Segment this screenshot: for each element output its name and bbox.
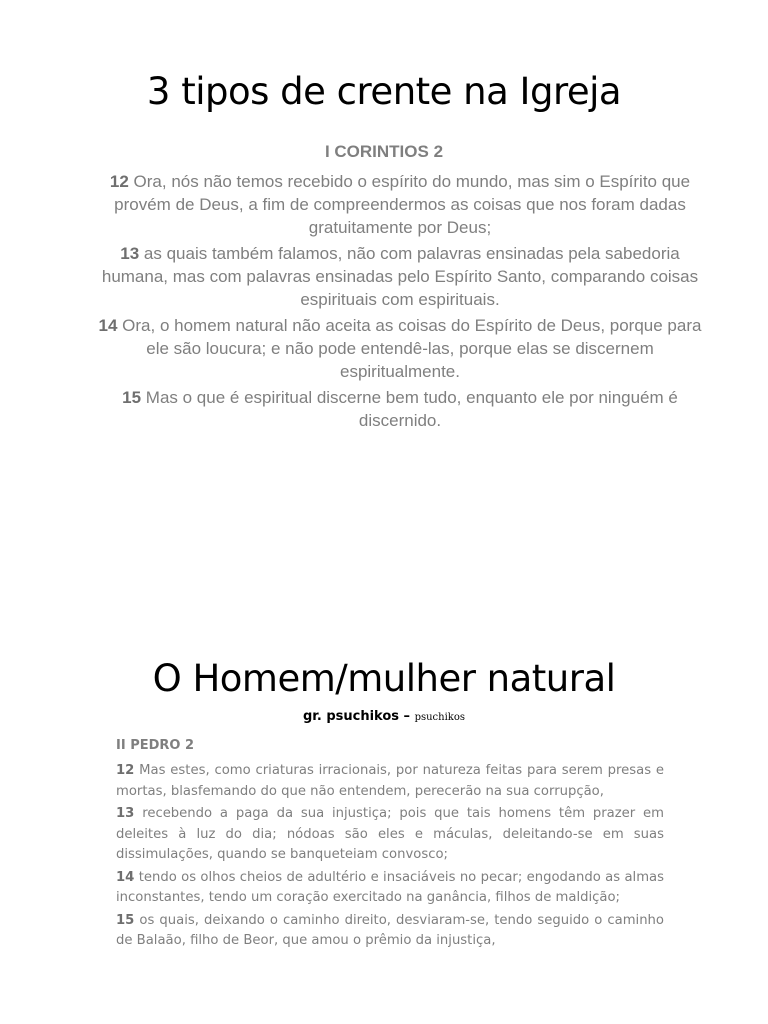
verse [116, 868, 664, 909]
verse-number: 13 [116, 806, 135, 821]
slide-2-verses [116, 761, 664, 954]
verse-number: 14 [98, 316, 118, 335]
verse-text: os quais, deixando o caminho direito, desviaram-se, tendo seguido o caminho de Balaão, filho de Beor, que amou o prêmio da injustiça, [116, 912, 664, 948]
verse-number: 12 [109, 172, 129, 191]
verse-number: 12 [116, 763, 135, 778]
slide-1-reference: I CORINTIOS 2 [324, 142, 444, 161]
verse [116, 804, 664, 866]
verse [88, 386, 712, 432]
subtitle-main: gr. psuchikos – [303, 709, 415, 724]
slide-2-title: O Homem/mulher natural [152, 657, 616, 700]
verse [88, 242, 712, 311]
verse [88, 170, 712, 239]
verse [116, 911, 664, 952]
verse [116, 761, 664, 802]
subtitle-small: psuchikos [414, 712, 465, 723]
verse-text: Ora, o homem natural não aceita as coisas do Espírito de Deus, porque para ele são loucura; e não pode entendê-las, porque elas se discernem espiritualmente. [117, 316, 702, 381]
verse-text: Mas estes, como criaturas irracionais, por natureza feitas para serem presas e mortas, blasfemando do que não entendem, perecerão na sua corrupção, [116, 763, 664, 799]
verse-text: Ora, nós não temos recebido o espírito do mundo, mas sim o Espírito que provém de Deus, a fim de compreendermos as coisas que nos foram dadas gratuitamente por Deus; [114, 172, 691, 237]
verse-text: tendo os olhos cheios de adultério e insaciáveis no pecar; engodando as almas inconstantes, tendo um coração exercitado na ganância, filhos de maldição; [116, 869, 664, 905]
verse-text: recebendo a paga da sua injustiça; pois que tais homens têm prazer em deleites à luz do dia; nódoas são eles e máculas, deleitando-se em suas dissimulações, quando se banqueteiam convosco; [116, 806, 664, 862]
slide-2 [0, 512, 768, 1024]
verse-number: 13 [120, 244, 140, 263]
slide-2-reference: II PEDRO 2 [116, 738, 195, 753]
verse [88, 314, 712, 383]
verse-number: 14 [116, 869, 135, 885]
verse-number: 15 [122, 388, 142, 407]
slide-2-subtitle [0, 709, 768, 724]
verse-text: Mas o que é espiritual discerne bem tudo, enquanto ele por ninguém é discernido. [141, 388, 678, 430]
verse-text: as quais também falamos, não com palavras ensinadas pela sabedoria humana, mas com palavras ensinadas pelo Espírito Santo, comparando coisas espirituais com espirituais. [101, 244, 699, 309]
slide-1-verses [88, 170, 712, 435]
slide-1-title: 3 tipos de crente na Igreja [146, 70, 622, 113]
verse-number: 15 [116, 912, 135, 928]
